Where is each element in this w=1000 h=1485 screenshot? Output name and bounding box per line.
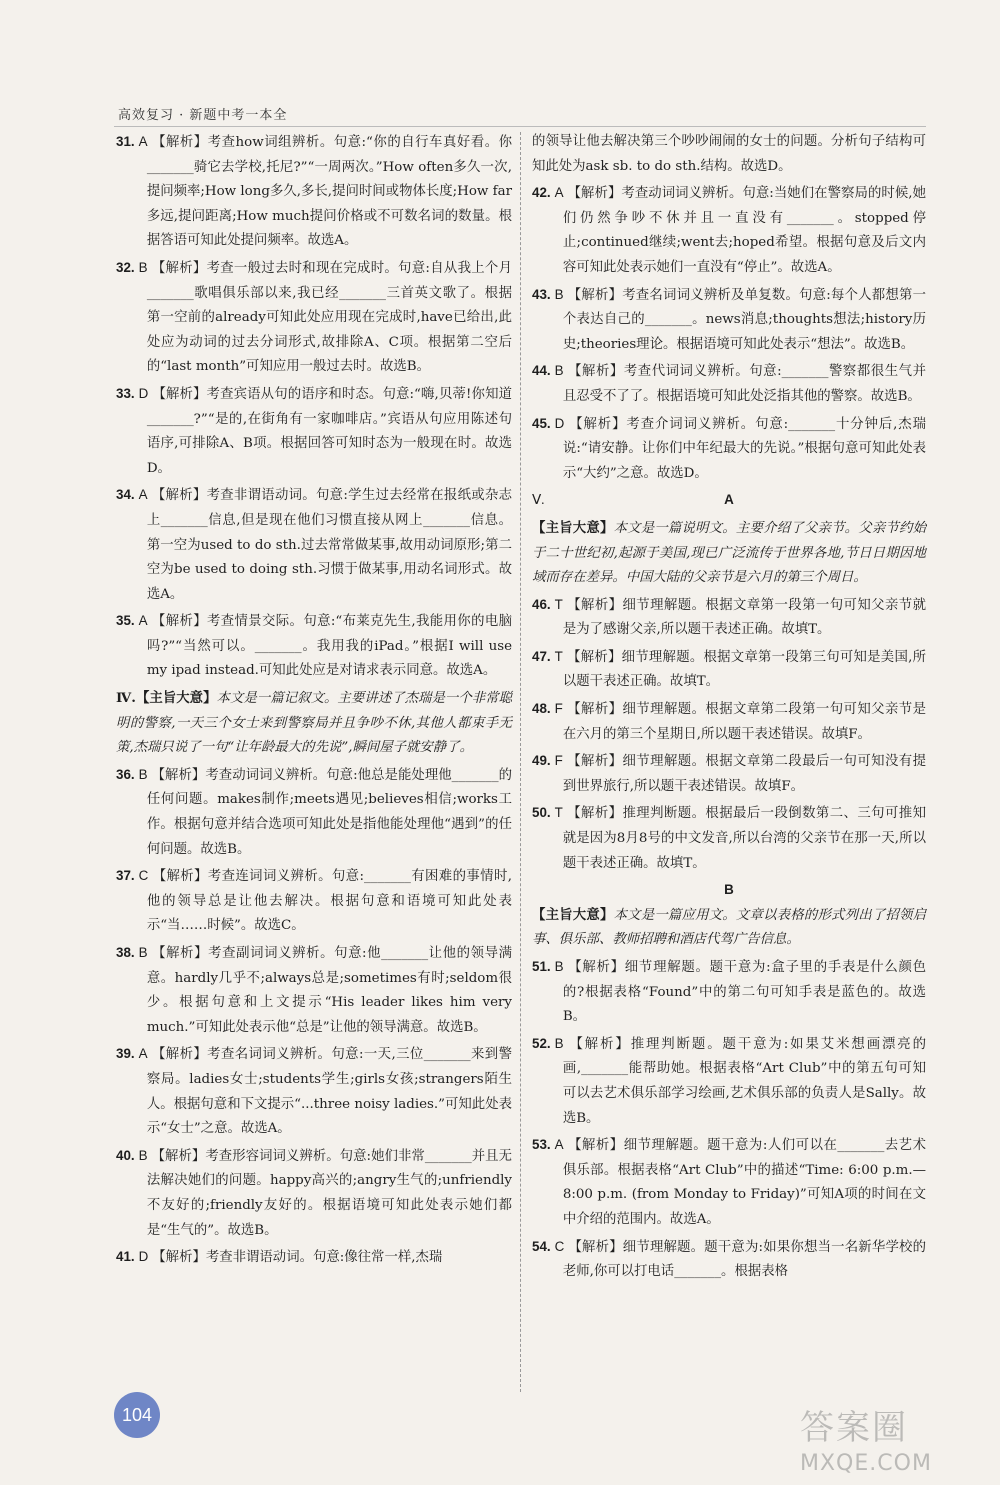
answer-item (116, 763, 512, 862)
item-number: 34. (116, 487, 135, 503)
item-answer: D (138, 385, 149, 401)
right-column (532, 130, 926, 1287)
answer-item (116, 483, 512, 607)
item-explanation: 【解析】细节理解题。题干意为:人们可以在_______去艺术俱乐部。根据表格“Art Club”中的描述“Time: 6:00 p.m.—8:00 p.m. (from Monday to Friday)”可知A项的时间在文中介绍的范围内。故选A。 (562, 1138, 926, 1227)
answer-item (116, 1144, 512, 1243)
answer-item (532, 801, 926, 876)
answer-item (532, 697, 926, 747)
section-number: Ⅴ. (532, 492, 545, 508)
item-number: 45. (532, 415, 551, 431)
answer-item (532, 955, 926, 1030)
item-explanation: 【解析】考查形容词词义辨析。句意:她们非常_______并且无法解决她们的问题。happy高兴的;angry生气的;unfriendly不友好的;friendly友好的。根据语境可知此处表示她们都是“生气的”。故选B。 (146, 1148, 512, 1238)
item-explanation: 【解析】细节理解题。根据文章第二段最后一句可知没有提到世界旅行,所以题干表述错误。故填F。 (562, 754, 926, 794)
item-explanation: 【解析】考查动词词义辨析。句意:当她们在警察局的时候,她们仍然争吵不休并且一直没有_______。stopped停止;continued继续;went去;hoped希望。根据句意及后文内容可知此处表示她们一直没有“停止”。故选A。 (562, 186, 926, 275)
item-number: 41. (116, 1249, 135, 1265)
item-explanation: 【解析】考查介词词义辨析。句意:_______十分钟后,杰瑞说:“请安静。让你们中年纪最大的先说。”根据句意可知此处表示“大约”之意。故选D。 (562, 416, 926, 481)
item-number: 54. (532, 1238, 551, 1254)
item-number: 36. (116, 766, 135, 782)
summary-block (532, 516, 926, 591)
section-heading (532, 488, 926, 514)
item-number: 37. (116, 868, 135, 884)
item-explanation: 【解析】考查非谓语动词。句意:学生过去经常在报纸或杂志上_______信息,但是现在他们习惯直接从网上_______信息。第一空为used to do sth.过去常常做某事,故用动词原形;第二空为be used to doing sth.习惯于做某事,用动名词形式。故选A。 (146, 488, 512, 602)
item-explanation: 【解析】细节理解题。根据文章第二段第一句可知父亲节是在六月的第三个星期日,所以题干表述错误。故填F。 (562, 702, 926, 742)
summary-label: 【主旨大意】 (532, 519, 614, 536)
item-answer: A (138, 134, 148, 149)
item-answer: T (554, 596, 563, 612)
answer-item (532, 412, 926, 487)
item-answer: A (138, 613, 148, 629)
continued-text: 的领导让他去解决第三个吵吵闹闹的女士的问题。分析句子结构可知此处为ask sb. to do sth.结构。故选D。 (532, 134, 926, 174)
answer-item (532, 749, 926, 799)
item-answer: A (138, 1046, 148, 1062)
item-answer: B (554, 1035, 564, 1051)
item-number: 47. (532, 648, 551, 664)
item-number: 50. (532, 805, 551, 821)
summary-label: Ⅳ.【主旨大意】 (116, 690, 217, 707)
item-explanation: 【解析】推理判断题。根据最后一段倒数第二、三句可推知就是因为8月8号的中文发音,所以台湾的父亲节在那一天,所以题干表述正确。故填T。 (562, 806, 926, 871)
watermark-logo (800, 1400, 978, 1478)
page-number: 104 (114, 1392, 160, 1438)
answer-item (532, 181, 926, 280)
item-number: 49. (532, 753, 551, 769)
answer-item (532, 1235, 926, 1285)
item-answer: B (554, 959, 564, 974)
item-answer: F (554, 753, 563, 769)
summary-text: 本文是一篇说明文。主要介绍了父亲节。父亲节约始于二十世纪初,起源于美国,现已广泛流传于世界各地,节日日期因地域而存在差异。中国大陆的父亲节是六月的第三个周日。 (532, 520, 927, 586)
item-answer: B (138, 259, 148, 275)
summary-block (532, 903, 926, 953)
summary-label: 【主旨大意】 (532, 906, 614, 923)
item-explanation: 【解析】细节理解题。题干意为:如果你想当一名新华学校的老师,你可以打电话_______。根据表格 (562, 1239, 926, 1280)
item-answer: T (554, 805, 563, 821)
item-number: 53. (532, 1137, 551, 1153)
item-explanation: 【解析】考查动词词义辨析。句意:他总是能处理他_______的任何问题。makes制作;meets遇见;believes相信;works工作。根据句意并结合选项可知此处是指他能处理他“遇到”的任何问题。故选B。 (146, 767, 512, 857)
item-explanation: 【解析】考查how词组辨析。句意:“你的自行车真好看。你_______骑它去学校,托尼?”“一周两次。”How often多久一次,提问频率;How long多久,多长,提问时间或物体长度;How far多远,提问距离;How much提问价格或不可数名词的数量。根据答语可知此处提问频率。故选A。 (146, 135, 512, 249)
item-answer: A (138, 487, 148, 503)
item-answer: B (554, 286, 564, 302)
header-rule (114, 126, 926, 127)
item-explanation: 【解析】考查宾语从句的语序和时态。句意:“嗨,贝蒂!你知道_______?”“是的,在街角有一家咖啡店。”宾语从句应用陈述句语序,可排除A、B项。根据回答可知时态为一般现在时。故选D。 (146, 386, 512, 476)
answer-item (116, 1042, 512, 1141)
item-answer: B (554, 363, 564, 379)
item-explanation: 【解析】考查情景交际。句意:“布莱克先生,我能用你的电脑吗?”“当然可以。_______。我用我的iPad。”根据I will use my ipad instead.可知此处应是对请求表示同意。故选A。 (146, 614, 512, 679)
answer-item (116, 609, 512, 684)
item-answer: F (554, 701, 563, 717)
item-explanation: 【解析】考查代词词义辨析。句意:_______警察都很生气并且忍受不了了。根据语境可知此处泛指其他的警察。故选B。 (562, 364, 926, 404)
watermark-site-text: MXQE.COM (800, 1451, 932, 1476)
item-number: 52. (532, 1035, 551, 1051)
item-explanation: 【解析】考查非谓语动词。句意:像往常一样,杰瑞 (152, 1250, 443, 1266)
item-answer: A (554, 185, 564, 201)
item-number: 42. (532, 185, 551, 201)
section-letter: A (724, 492, 734, 508)
item-explanation: 【解析】细节理解题。根据文章第一段第三句可知是美国,所以题干表述正确。故填T。 (562, 649, 926, 690)
answer-item (532, 359, 926, 409)
summary-text: 本文是一篇记叙文。主要讲述了杰瑞是一个非常聪明的警察,一天三个女士来到警察局并且争吵不休,其他人都束手无策,杰瑞只说了一句“让年龄最大的先说”,瞬间屋子就安静了。 (116, 691, 513, 756)
item-explanation: 【解析】考查名词词义辨析及单复数。句意:每个人都想第一个表达自己的_______。news消息;thoughts想法;history历史;theories理论。根据语境可知此处表示“想法”。故选B。 (562, 287, 926, 352)
item-explanation: 【解析】推理判断题。题干意为:如果艾米想画漂亮的画,_______能帮助她。根据表格“Art Club”中的第五句可知可以去艺术俱乐部学习绘画,艺术俱乐部的负责人是Sally。故选B。 (562, 1036, 926, 1126)
item-answer: D (138, 1249, 149, 1265)
item-number: 38. (116, 945, 135, 960)
answer-item (116, 256, 512, 380)
summary-text: 本文是一篇应用文。文章以表格的形式列出了招领启事、俱乐部、教师招聘和酒店代驾广告信息。 (532, 907, 927, 948)
item-number: 31. (116, 134, 135, 149)
answer-item (532, 283, 926, 358)
answer-item (116, 864, 512, 939)
item-number: 46. (532, 596, 551, 612)
answer-item (532, 1133, 926, 1232)
item-answer: C (554, 1238, 565, 1254)
item-number: 40. (116, 1147, 135, 1163)
item-answer: B (138, 945, 148, 960)
item-answer: T (554, 648, 563, 664)
item-explanation: 【解析】考查连词词义辨析。句意:_______有困难的事情时,他的领导总是让他去解决。根据句意和语境可知此处表示“当……时候”。故选C。 (146, 869, 512, 934)
answer-item (116, 382, 512, 481)
item-answer: C (138, 868, 149, 884)
summary-block (116, 686, 512, 761)
item-number: 33. (116, 385, 135, 401)
item-number: 39. (116, 1046, 135, 1062)
item-answer: A (554, 1137, 564, 1153)
item-number: 35. (116, 613, 135, 629)
item-number: 43. (532, 286, 551, 302)
answer-item (116, 130, 512, 254)
left-column (116, 130, 512, 1273)
item-explanation: 【解析】考查名词词义辨析。句意:一天,三位_______来到警察局。ladies女士;students学生;girls女孩;strangers陌生人。根据句意和下文提示“...three noisy ladies.”可知此处表示“女士”之意。故选A。 (146, 1047, 512, 1137)
item-explanation: 【解析】考查副词词义辨析。句意:他_______让他的领导满意。hardly几乎不;always总是;sometimes有时;seldom很少。根据句意和上文提示“His leader likes him very much.”可知此处表示他“总是”让他的领导满意。故选B。 (146, 946, 512, 1035)
item-answer: B (138, 1147, 148, 1163)
item-explanation: 【解析】细节理解题。题干意为:盒子里的手表是什么颜色的?根据表格“Found”中的第二句可知手表是蓝色的。故选B。 (562, 960, 926, 1025)
answer-item (116, 1245, 512, 1271)
section-letter: B (724, 882, 734, 898)
watermark-logo-text: 答案圈 (800, 1408, 908, 1448)
item-number: 44. (532, 363, 551, 379)
answer-item (532, 645, 926, 695)
item-number: 51. (532, 959, 551, 974)
item-number: 32. (116, 259, 135, 275)
item-explanation: 【解析】细节理解题。根据文章第一段第一句可知父亲节就是为了感谢父亲,所以题干表述正确。故填T。 (562, 597, 926, 638)
item-answer: D (554, 415, 565, 431)
answer-item (116, 941, 512, 1040)
item-explanation: 【解析】考查一般过去时和现在完成时。句意:自从我上个月_______歌唱俱乐部以来,我已经_______三首英文歌了。根据第一空前的already可知此处应用现在完成时,have已给出,此处应为动词的过去分词形式,故排除A、C项。根据第二空后的“last month”可知应用一般过去时。故选B。 (146, 260, 512, 375)
column-divider (520, 132, 521, 1392)
answer-item (532, 593, 926, 643)
item-number: 48. (532, 701, 551, 717)
item-answer: B (138, 766, 148, 782)
answer-item (532, 1032, 926, 1131)
running-header: 高效复习 · 新题中考一本全 (118, 108, 288, 123)
